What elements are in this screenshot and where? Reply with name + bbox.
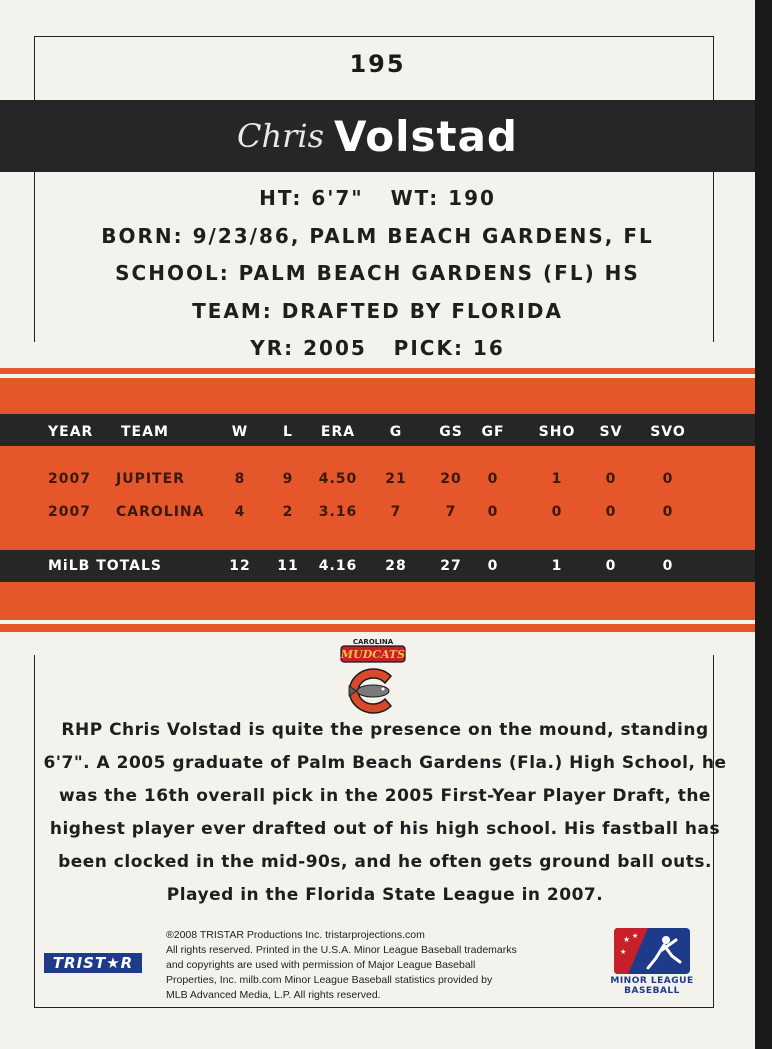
stats-totals-gs: 27 bbox=[440, 558, 462, 574]
tristar-logo: TRIST★R bbox=[44, 953, 142, 973]
player-last-name: Volstad bbox=[334, 111, 518, 161]
bio-born: BORN: 9/23/86, PALM BEACH GARDENS, FL bbox=[101, 224, 654, 248]
stripe-bottom bbox=[0, 620, 755, 624]
stats-cell-gs: 20 bbox=[440, 471, 462, 487]
stats-cell-team: CAROLINA bbox=[116, 504, 205, 520]
stats-cell-sv: 0 bbox=[605, 471, 617, 487]
stats-header-era: ERA bbox=[320, 424, 356, 440]
stats-cell-gf: 0 bbox=[487, 504, 499, 520]
stats-header-sho: SHO bbox=[538, 424, 576, 440]
stats-band bbox=[0, 368, 755, 632]
stats-totals-sho: 1 bbox=[551, 558, 563, 574]
stats-cell-sv: 0 bbox=[605, 504, 617, 520]
logo-text-main: MUDCATS bbox=[340, 648, 406, 661]
stats-header-w: W bbox=[231, 424, 249, 440]
stats-header-svo: SVO bbox=[650, 424, 686, 440]
stats-header-gs: GS bbox=[439, 424, 463, 440]
milb-logo-icon bbox=[614, 928, 690, 974]
stats-cell-era: 4.50 bbox=[318, 471, 358, 487]
stats-cell-era: 3.16 bbox=[318, 504, 358, 520]
copyright-line: MLB Advanced Media, L.P. All rights reserved. bbox=[166, 989, 381, 1001]
bio-draft: YR: 2005 PICK: 16 bbox=[250, 336, 505, 360]
stats-cell-year: 2007 bbox=[48, 504, 91, 520]
svg-text:★: ★ bbox=[620, 948, 627, 956]
stats-cell-w: 4 bbox=[234, 504, 246, 520]
stats-totals-l: 11 bbox=[277, 558, 299, 574]
stats-cell-l: 9 bbox=[282, 471, 294, 487]
svg-text:★: ★ bbox=[632, 932, 639, 940]
stats-cell-l: 2 bbox=[282, 504, 294, 520]
stats-header-gf: GF bbox=[481, 424, 505, 440]
stats-cell-svo: 0 bbox=[662, 504, 674, 520]
stats-header-year: YEAR bbox=[48, 424, 94, 440]
copyright-line: All rights reserved. Printed in the U.S.A. Minor League Baseball trademarks bbox=[166, 944, 517, 956]
stats-totals-g: 28 bbox=[385, 558, 407, 574]
copyright-line: and copyrights are used with permission of Major League Baseball bbox=[166, 959, 476, 971]
stats-header-sv: SV bbox=[599, 424, 623, 440]
bio-height-weight: HT: 6'7" WT: 190 bbox=[259, 186, 496, 210]
stats-header-l: L bbox=[283, 424, 293, 440]
stats-header-team: TEAM bbox=[121, 424, 169, 440]
stats-totals-era: 4.16 bbox=[318, 558, 358, 574]
stats-cell-sho: 0 bbox=[551, 504, 563, 520]
carolina-mudcats-logo-icon bbox=[335, 636, 411, 716]
copyright-line: ®2008 TRISTAR Productions Inc. tristarprojections.com bbox=[166, 929, 425, 941]
frame-top-line bbox=[34, 36, 714, 37]
stats-cell-gs: 7 bbox=[445, 504, 457, 520]
stats-cell-svo: 0 bbox=[662, 471, 674, 487]
milb-line2: BASEBALL bbox=[624, 986, 680, 996]
stats-header-g: G bbox=[389, 424, 403, 440]
stats-totals-gf: 0 bbox=[487, 558, 499, 574]
logo-text-top: CAROLINA bbox=[352, 638, 394, 646]
player-blurb: RHP Chris Volstad is quite the presence on the mound, standing 6'7". A 2005 graduate of Palm Beach Gardens (Fla.) High School, he was the 16th overall pick in the 2005 First-Year Player Draft, the highest player ever drafted out of his high school. His fastball has been clocked in the mid-90s, and he often gets ground ball outs. Played in the Florida State League in 2007. bbox=[43, 720, 727, 905]
svg-text:★: ★ bbox=[623, 935, 631, 944]
stats-totals-w: 12 bbox=[229, 558, 251, 574]
player-first-name: Chris bbox=[237, 117, 325, 155]
bio-school: SCHOOL: PALM BEACH GARDENS (FL) HS bbox=[115, 261, 640, 285]
stats-cell-year: 2007 bbox=[48, 471, 91, 487]
name-band bbox=[0, 100, 755, 172]
card-number: 195 bbox=[349, 50, 406, 78]
stats-cell-team: JUPITER bbox=[116, 471, 185, 487]
stats-cell-g: 7 bbox=[390, 504, 402, 520]
copyright-line: Properties, Inc. milb.com Minor League Baseball statistics provided by bbox=[166, 974, 493, 986]
bio-team: TEAM: DRAFTED BY FLORIDA bbox=[192, 299, 563, 323]
stats-totals-label: MiLB TOTALS bbox=[48, 558, 162, 574]
stats-cell-w: 8 bbox=[234, 471, 246, 487]
stats-cell-g: 21 bbox=[385, 471, 407, 487]
stats-cell-gf: 0 bbox=[487, 471, 499, 487]
stats-totals-sv: 0 bbox=[605, 558, 617, 574]
milb-text bbox=[600, 976, 704, 996]
copyright-text bbox=[166, 928, 596, 1003]
stripe-top bbox=[0, 374, 755, 378]
frame-left-line-lower bbox=[34, 655, 35, 1007]
milb-line1: MINOR LEAGUE bbox=[610, 976, 694, 986]
stats-totals-svo: 0 bbox=[662, 558, 674, 574]
frame-bottom-line bbox=[34, 1007, 714, 1008]
stats-cell-sho: 1 bbox=[551, 471, 563, 487]
